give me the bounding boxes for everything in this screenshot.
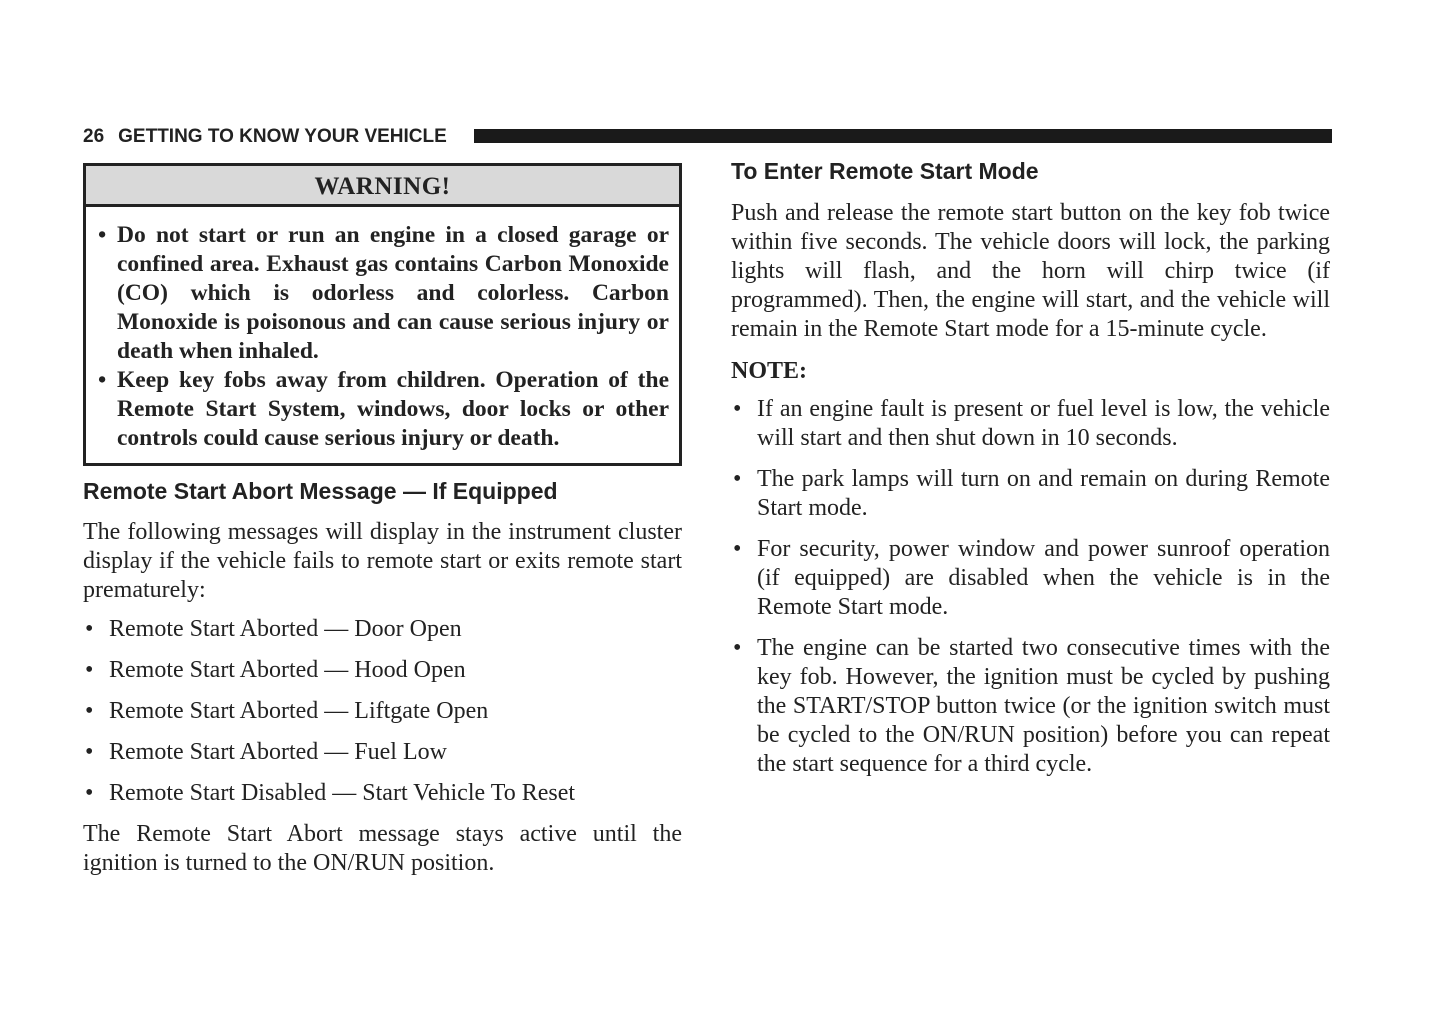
warning-item: • Do not start or run an engine in a closed garage or confined area. Exhaust gas contains Carbon Monoxide (CO) which is odorless and colorless. Carbon Monoxide is poisonous and can cause serious injury or death when inhaled. bbox=[96, 221, 669, 366]
list-item: • Remote Start Aborted — Door Open bbox=[83, 615, 682, 644]
note-item: • If an engine fault is present or fuel level is low, the vehicle will start and then shut down in 10 seconds. bbox=[731, 395, 1330, 453]
note-item: • The engine can be started two consecutive times with the key fob. However, the ignition must be cycled by pushing the START/STOP button twice (or the ignition switch must be cycled to the ON/RUN position) before you can repeat the start sequence for a third cycle. bbox=[731, 634, 1330, 779]
section-title: GETTING TO KNOW YOUR VEHICLE bbox=[118, 126, 447, 147]
right-column bbox=[731, 158, 1330, 779]
warning-box bbox=[83, 163, 682, 466]
list-item: • Remote Start Aborted — Fuel Low bbox=[83, 738, 682, 767]
warning-title: WARNING! bbox=[86, 166, 679, 207]
list-item: • Remote Start Aborted — Liftgate Open bbox=[83, 697, 682, 726]
header-rule bbox=[474, 129, 1332, 143]
list-item: • Remote Start Aborted — Hood Open bbox=[83, 656, 682, 685]
list-item: • Remote Start Disabled — Start Vehicle To Reset bbox=[83, 779, 682, 808]
abort-intro: The following messages will display in the instrument cluster display if the vehicle fails to remote start or exits remote start prematurely: bbox=[83, 519, 682, 603]
note-label: NOTE: bbox=[731, 358, 808, 384]
note-item: • For security, power window and power sunroof operation (if equipped) are disabled when the vehicle is in the Remote Start mode. bbox=[731, 535, 1330, 622]
running-header bbox=[83, 126, 461, 148]
enter-heading: To Enter Remote Start Mode bbox=[731, 158, 1039, 184]
left-column bbox=[83, 163, 682, 878]
abort-heading: Remote Start Abort Message — If Equipped bbox=[83, 478, 558, 504]
abort-outro: The Remote Start Abort message stays active until the ignition is turned to the ON/RUN position. bbox=[83, 821, 682, 876]
page-number: 26 bbox=[83, 126, 105, 147]
enter-body: Push and release the remote start button on the key fob twice within five seconds. The vehicle doors will lock, the parking lights will flash, and the horn will chirp twice (if programmed). Then, the engine will start, and the vehicle will remain in the Remote Start mode for a 15-minute cycle. bbox=[731, 200, 1330, 342]
note-item: • The park lamps will turn on and remain on during Remote Start mode. bbox=[731, 465, 1330, 523]
warning-item: • Keep key fobs away from children. Operation of the Remote Start System, windows, door locks or other controls could cause serious injury or death. bbox=[96, 366, 669, 453]
